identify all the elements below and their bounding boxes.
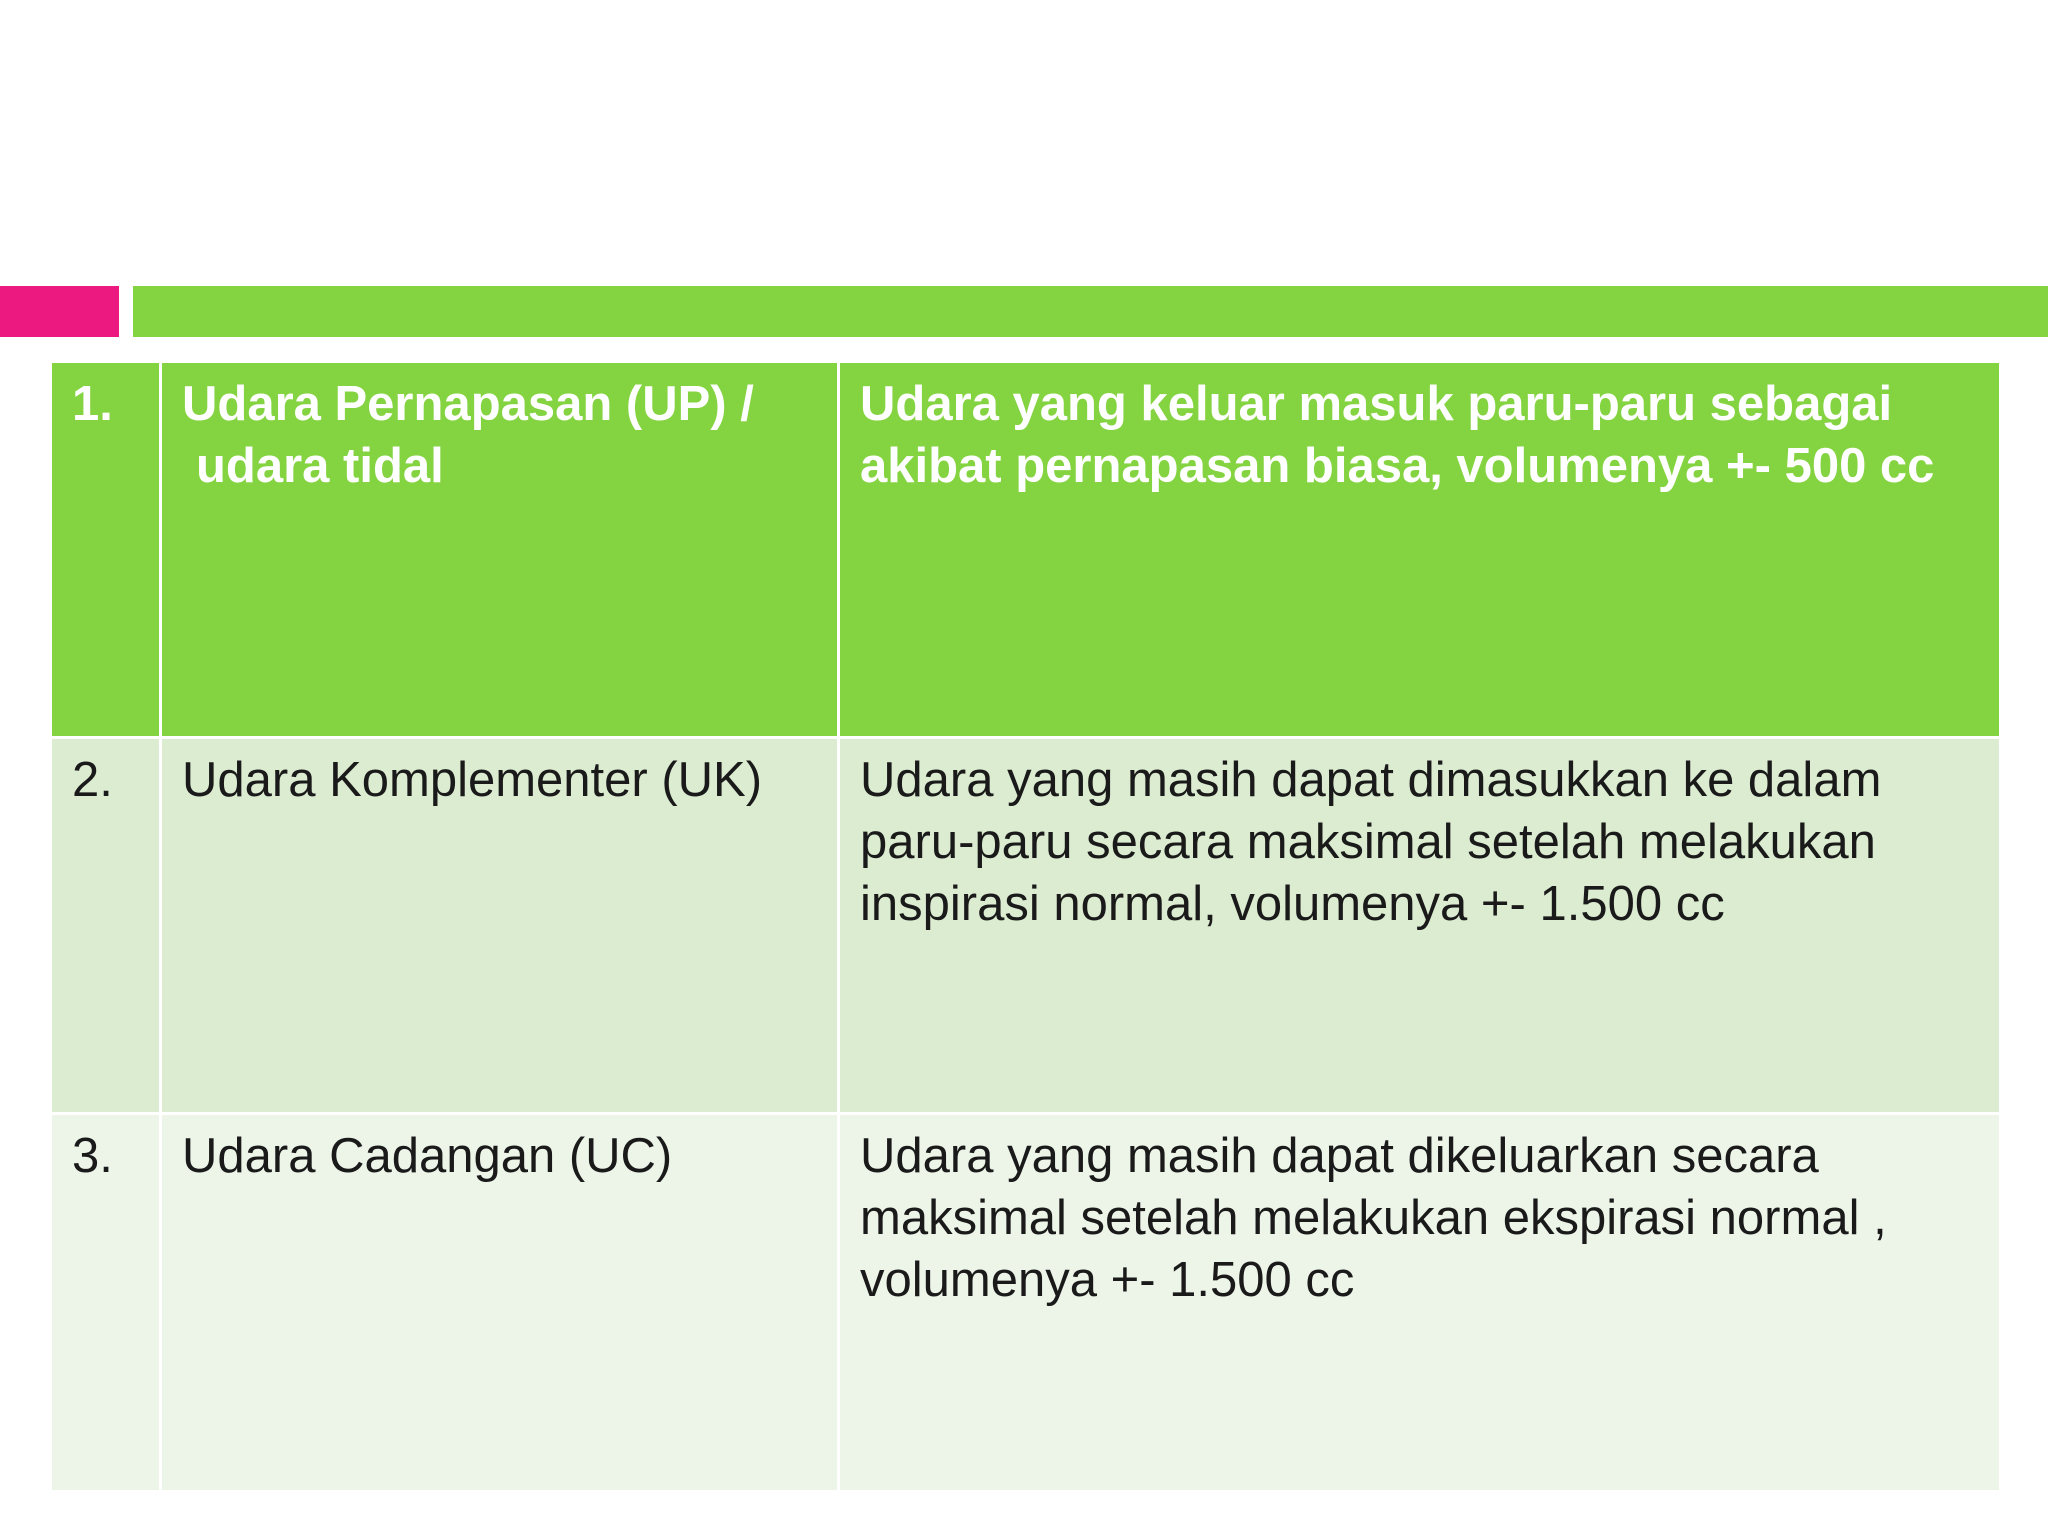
row-description: Udara yang masih dapat dikeluarkan secara maksimal setelah melakukan ekspirasi normal , volumenya +- 1.500 cc [839, 1114, 2001, 1492]
row-number: 1. [51, 362, 161, 738]
row-number: 3. [51, 1114, 161, 1492]
row-description: Udara yang keluar masuk paru-paru sebagai akibat pernapasan biasa, volumenya +- 500 cc [839, 362, 2001, 738]
accent-bar-pink [0, 286, 119, 337]
lung-volume-table [49, 360, 2002, 1493]
row-term-line2: udara tidal [196, 439, 444, 493]
row-term: Udara Komplementer (UK) [161, 738, 839, 1114]
accent-bar-green [133, 286, 2048, 337]
row-term [161, 362, 839, 738]
table-row [51, 738, 2001, 1114]
table-row [51, 362, 2001, 738]
row-description: Udara yang masih dapat dimasukkan ke dalam paru-paru secara maksimal setelah melakukan inspirasi normal, volumenya +- 1.500 cc [839, 738, 2001, 1114]
table-row [51, 1114, 2001, 1492]
row-term: Udara Cadangan (UC) [161, 1114, 839, 1492]
row-term-line1: Udara Pernapasan (UP) / [182, 377, 754, 431]
row-number: 2. [51, 738, 161, 1114]
